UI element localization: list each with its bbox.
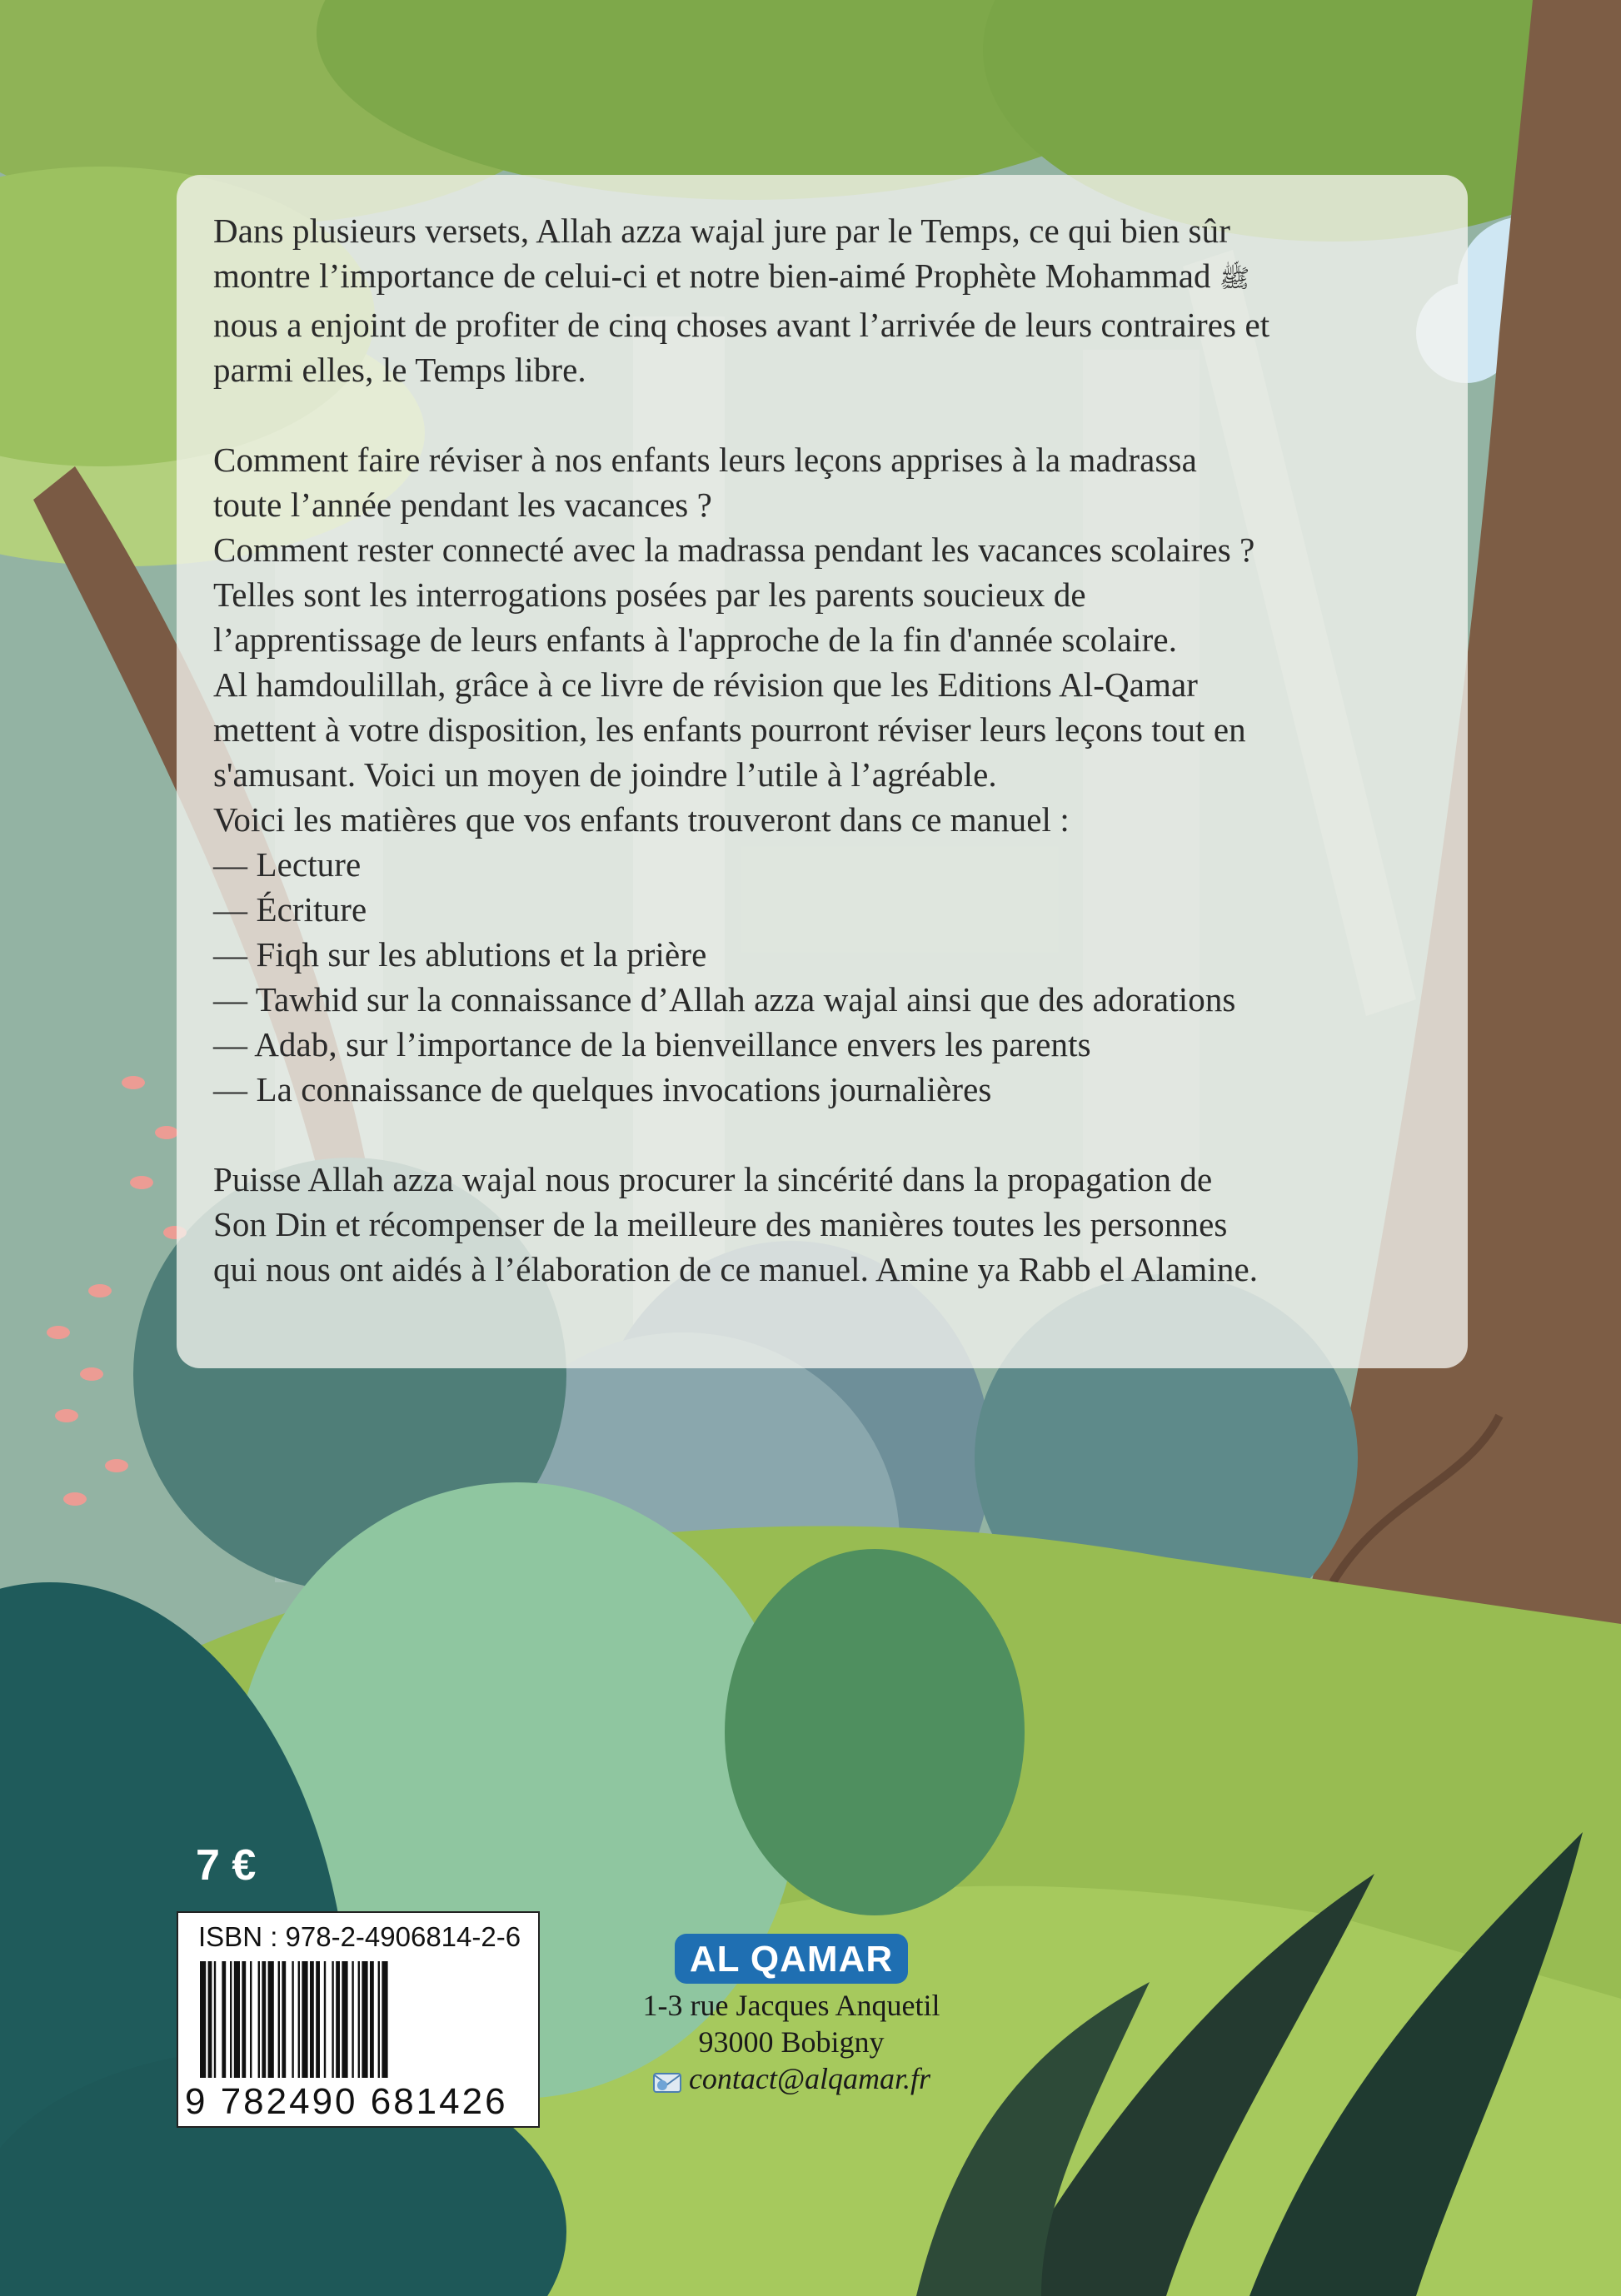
paragraph-3-line: qui nous ont aidés à l’élaboration de ce manuel. Amine ya Rabb el Alamine.	[213, 1249, 1259, 1288]
paragraph-1-line: montre l’importance de celui-ci et notre bien-aimé Prophète Mohammad ﷺ	[213, 256, 1250, 295]
paragraph-2-line: Comment rester connecté avec la madrassa pendant les vacances scolaires ?	[213, 530, 1255, 569]
subject-list-item: — Lecture	[213, 844, 362, 884]
email-link[interactable]: contact@alqamar.fr	[688, 2062, 931, 2095]
subject-list-item: — La connaissance de quelques invocations journalières	[213, 1069, 992, 1108]
salawat-glyph: ﷺ	[1219, 265, 1250, 293]
paragraph-2-line: Comment faire réviser à nos enfants leurs leçons apprises à la madrassa	[213, 440, 1197, 479]
isbn-label: ISBN : 978-2-4906814-2-6	[198, 1921, 521, 1952]
subject-list-item: — Fiqh sur les ablutions et la prière	[213, 934, 707, 974]
paragraph-1-line: parmi elles, le Temps libre.	[213, 350, 586, 389]
paragraph-2-line: s'amusant. Voici un moyen de joindre l’utile à l’agréable.	[213, 755, 997, 794]
paragraph-2-line: toute l’année pendant les vacances ?	[213, 485, 712, 524]
publisher-logo: AL QAMAR	[675, 1934, 908, 1984]
paragraph-2-line: Al hamdoulillah, grâce à ce livre de révision que les Editions Al-Qamar	[213, 665, 1199, 704]
paragraph-2-line: Voici les matières que vos enfants trouveront dans ce manuel :	[213, 799, 1070, 839]
description-panel	[177, 175, 1468, 1368]
paragraph-3-line: Son Din et récompenser de la meilleure des manières toutes les personnes	[213, 1204, 1228, 1243]
paragraph-1-line: nous a enjoint de profiter de cinq choses avant l’arrivée de leurs contraires et	[213, 305, 1270, 344]
subject-list-item: — Tawhid sur la connaissance d’Allah azza wajal ainsi que des adorations	[213, 979, 1236, 1019]
email-row	[583, 2060, 1000, 2097]
paragraph-2-line: mettent à votre disposition, les enfants pourront réviser leurs leçons tout en	[213, 710, 1246, 749]
barcode-digits: 9 782490 681426	[185, 2081, 508, 2122]
address-line-1: 1-3 rue Jacques Anquetil	[642, 1989, 940, 2022]
address-line-2: 93000 Bobigny	[698, 2025, 885, 2059]
barcode	[195, 1961, 524, 2086]
price-label: 7 €	[196, 1841, 257, 1890]
publisher-block	[583, 1934, 1000, 2097]
subject-list-item: — Écriture	[213, 889, 367, 929]
isbn-barcode-box	[177, 1911, 540, 2128]
paragraph-3-line: Puisse Allah azza wajal nous procurer la sincérité dans la propagation de	[213, 1159, 1213, 1198]
subject-list-item: — Adab, sur l’importance de la bienveillance envers les parents	[213, 1024, 1091, 1063]
email-icon	[652, 2069, 682, 2095]
paragraph-2-line: l’apprentissage de leurs enfants à l'approche de la fin d'année scolaire.	[213, 620, 1178, 659]
paragraph-2-line: Telles sont les interrogations posées par les parents soucieux de	[213, 575, 1086, 614]
paragraph-1-line: Dans plusieurs versets, Allah azza wajal jure par le Temps, ce qui bien sûr	[213, 212, 1230, 250]
